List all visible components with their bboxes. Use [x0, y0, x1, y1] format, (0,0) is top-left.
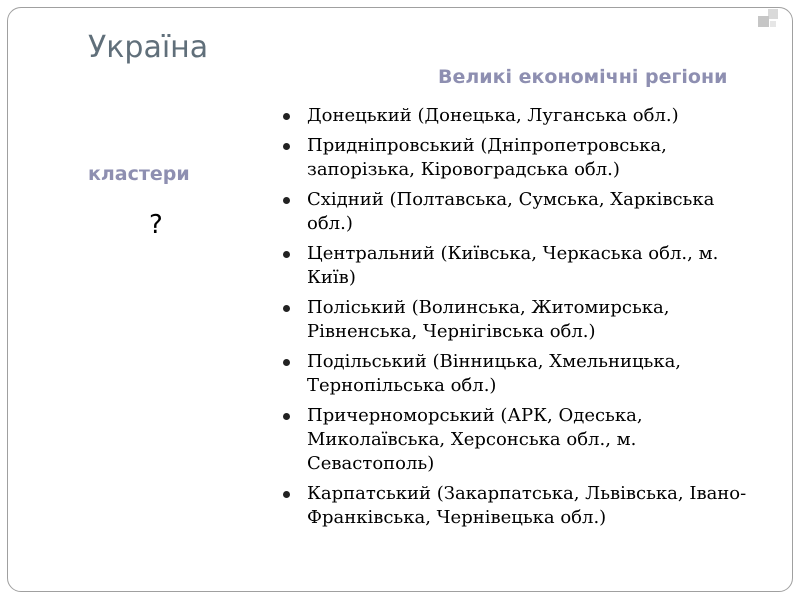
region-text: Донецький (Донецька, Луганська обл.): [307, 105, 679, 126]
region-text: Придніпровський (Дніпропетровська, запорізька, Кіровоградська обл.): [307, 135, 667, 180]
decor-square: [770, 21, 776, 27]
region-text: Центральний (Київська, Черкаська обл., м. Київ): [307, 243, 719, 288]
bullet-icon: [283, 413, 290, 420]
regions-list: [281, 104, 761, 536]
bullet-icon: [283, 197, 290, 204]
region-list-item: [281, 104, 761, 128]
region-text: Поліський (Волинська, Житомирська, Рівненська, Чернігівська обл.): [307, 297, 670, 342]
bullet-icon: [283, 251, 290, 258]
bullet-icon: [283, 491, 290, 498]
region-list-item: [281, 242, 761, 290]
region-list-item: [281, 404, 761, 476]
corner-decoration: [756, 9, 782, 31]
region-text: Карпатський (Закарпатська, Львівська, Івано-Франківська, Чернівецька обл.): [307, 483, 747, 528]
bullet-icon: [283, 143, 290, 150]
clusters-question-mark: ?: [149, 210, 163, 240]
region-text: Подільський (Вінницька, Хмельницька, Тернопільська обл.): [307, 351, 682, 396]
decor-square: [758, 16, 769, 27]
region-text: Причерноморський (АРК, Одеська, Миколаївська, Херсонська обл., м. Севастополь): [307, 405, 643, 474]
slide-title: Україна: [88, 30, 209, 65]
bullet-icon: [283, 113, 290, 120]
region-list-item: [281, 350, 761, 398]
region-list-item: [281, 134, 761, 182]
regions-heading: Великі економічні регіони: [438, 66, 728, 88]
decor-square: [768, 9, 778, 19]
bullet-icon: [283, 305, 290, 312]
clusters-heading: кластери: [88, 163, 190, 185]
bullet-icon: [283, 359, 290, 366]
region-list-item: [281, 296, 761, 344]
region-list-item: [281, 482, 761, 530]
region-list-item: [281, 188, 761, 236]
region-text: Східний (Полтавська, Сумська, Харківська обл.): [307, 189, 715, 234]
